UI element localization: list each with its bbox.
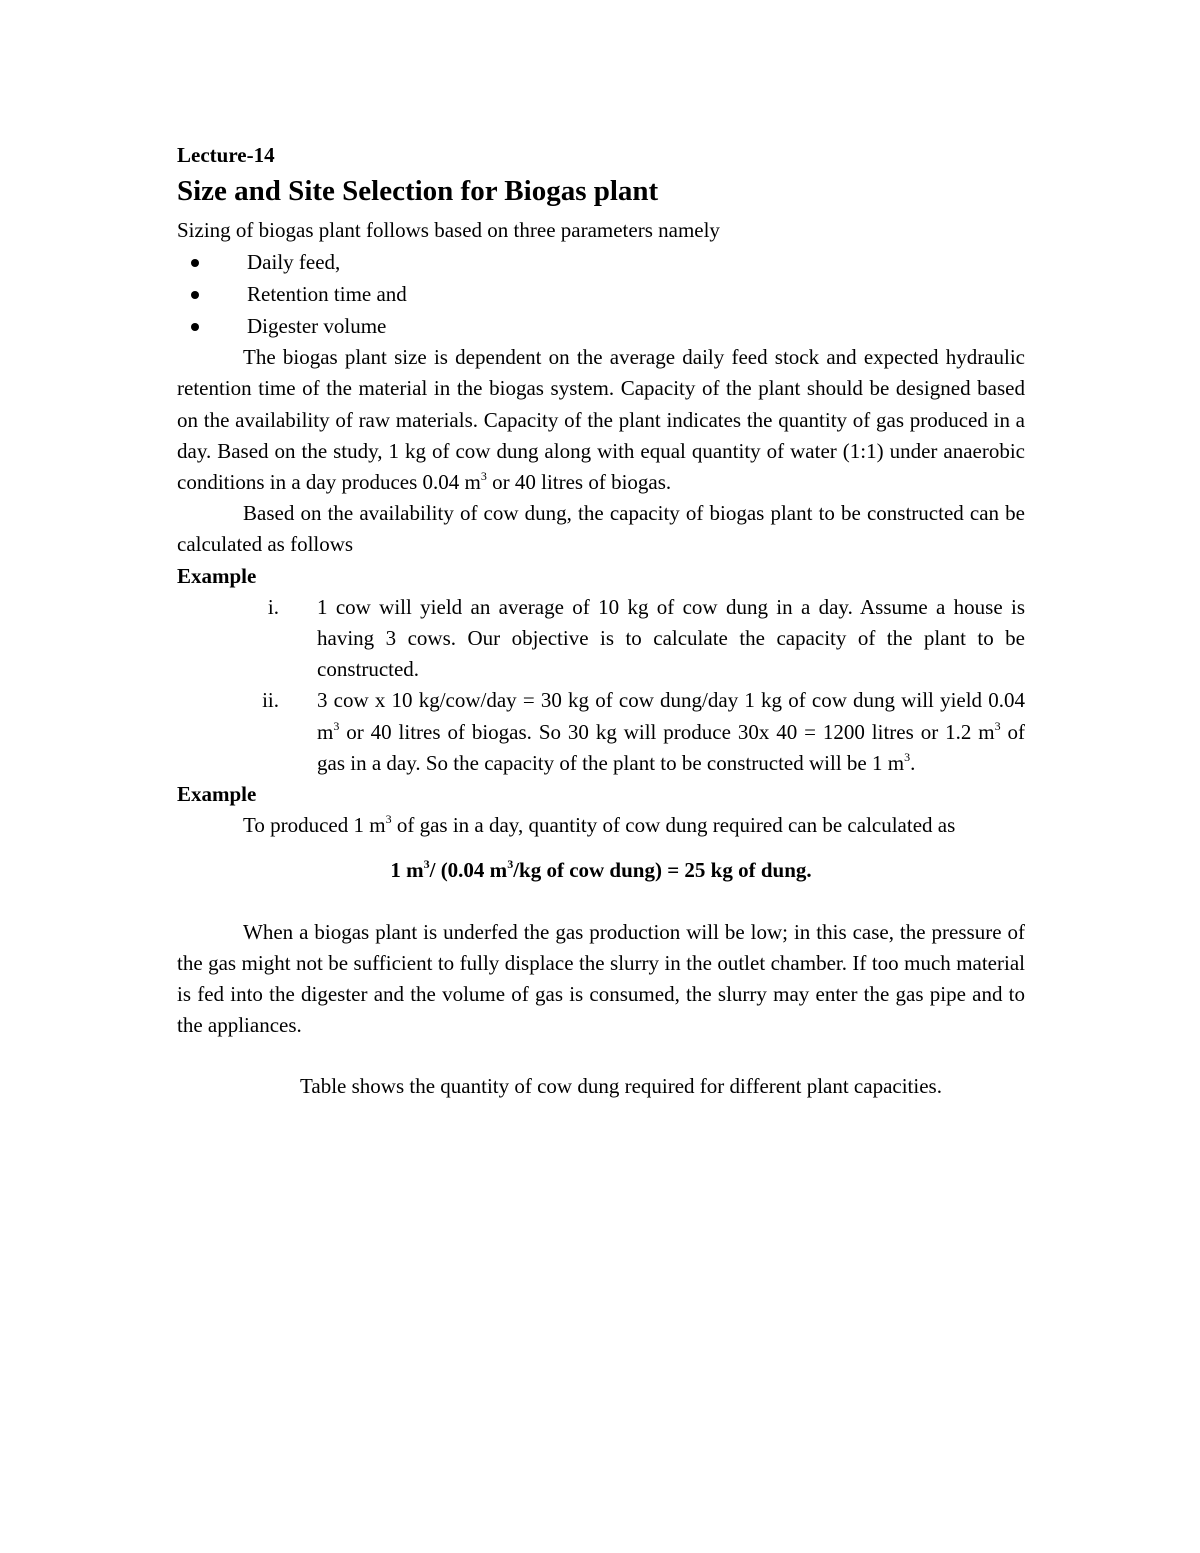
superscript: 3 <box>333 718 340 733</box>
parameter-list <box>177 246 1025 342</box>
paragraph-availability: Based on the availability of cow dung, the capacity of biogas plant to be constructed can be calculated as follows <box>177 501 1025 557</box>
item-text: . <box>910 750 916 775</box>
paragraph-text: The biogas plant size is dependent on the average daily feed stock and expected hydraulic retention time of the material in the biogas system. Capacity of the plant should be designed based on the availability of raw materials. Capacity of the plant indicates the quantity of gas produced in a day. Based on the study, 1 kg of cow dung along with equal quantity of water (1:1) under anaerobic conditions in a day produces 0.04 m <box>177 345 1025 495</box>
list-item-label: Retention time and <box>247 282 407 307</box>
example-heading: Example <box>177 563 257 588</box>
paragraph-plant-size <box>177 342 1025 498</box>
superscript: 3 <box>904 749 911 764</box>
formula <box>177 855 1025 886</box>
list-item <box>247 246 1025 278</box>
paragraph-example-2 <box>177 810 1025 841</box>
formula-text: 1 m <box>390 858 424 883</box>
item-text: or 40 litres of biogas. So 30 kg will produce 30x 40 = 1200 litres or 1.2 m <box>339 719 995 744</box>
superscript: 3 <box>480 469 487 484</box>
superscript: 3 <box>423 857 430 872</box>
example-list <box>177 592 1025 779</box>
example-heading: Example <box>177 782 257 807</box>
list-item <box>247 278 1025 310</box>
list-item <box>262 685 1025 779</box>
list-item-label: Daily feed, <box>247 250 341 275</box>
list-item-label: Digester volume <box>247 314 387 339</box>
bullet-icon <box>191 291 199 299</box>
paragraph-text: or 40 litres of biogas. <box>486 470 672 495</box>
superscript: 3 <box>507 857 514 872</box>
bullet-icon <box>191 259 199 267</box>
list-item <box>267 592 1025 686</box>
document-page <box>177 140 1025 1103</box>
paragraph-underfed: When a biogas plant is underfed the gas production will be low; in this case, the pressure of the gas might not be sufficient to fully displace the slurry in the outlet chamber. If too much material is fed into the digester and the volume of gas is consumed, the slurry may enter the gas pipe and to the appliances. <box>177 919 1025 1038</box>
superscript: 3 <box>385 812 392 827</box>
item-text: of gas in a day. So the capacity of the plant to be constructed will be 1 m <box>317 719 1025 775</box>
item-text: 3 cow x 10 kg/cow/day = 30 kg of cow dung/day 1 kg of cow dung will yield 0.04 m <box>317 688 1025 744</box>
item-number: i. <box>267 594 279 619</box>
item-text: 1 cow will yield an average of 10 kg of cow dung in a day. Assume a house is having 3 cows. Our objective is to calculate the capacity of the plant to be constructed. <box>317 594 1025 682</box>
formula-text: /kg of cow dung) = 25 kg of dung. <box>513 858 812 883</box>
item-number: ii. <box>262 688 279 713</box>
bullet-icon <box>191 323 199 331</box>
list-item <box>247 310 1025 342</box>
page-title: Size and Site Selection for Biogas plant <box>177 175 659 207</box>
intro-text: Sizing of biogas plant follows based on three parameters namely <box>177 218 720 242</box>
paragraph-text: To produced 1 m <box>243 813 386 838</box>
lecture-label: Lecture-14 <box>177 143 275 167</box>
paragraph-text: of gas in a day, quantity of cow dung required can be calculated as <box>391 813 956 838</box>
formula-text: / (0.04 m <box>429 858 508 883</box>
superscript: 3 <box>994 718 1001 733</box>
table-caption: Table shows the quantity of cow dung required for different plant capacities. <box>300 1074 942 1099</box>
